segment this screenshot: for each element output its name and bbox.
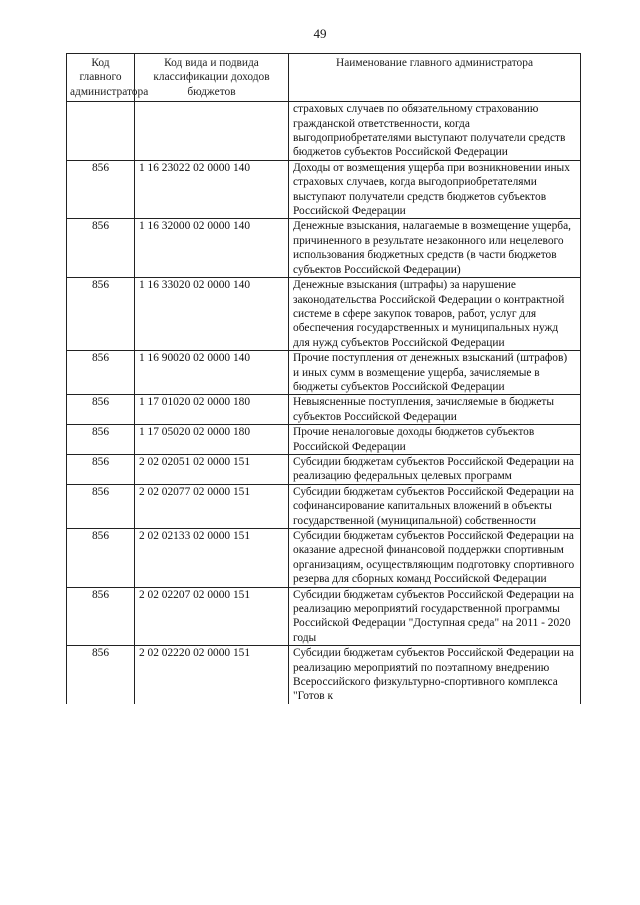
admin-name-cell: Субсидии бюджетам субъектов Российской Федерации на реализацию мероприятий государственной программы Российской Федерации "Доступная среда" на 2011 - 2020 годы	[289, 587, 581, 646]
income-code-cell: 1 16 90020 02 0000 140	[135, 351, 289, 395]
table-row	[67, 102, 581, 161]
income-code-cell: 1 16 32000 02 0000 140	[135, 219, 289, 278]
income-code-cell: 2 02 02207 02 0000 151	[135, 587, 289, 646]
income-code-cell: 2 02 02133 02 0000 151	[135, 529, 289, 588]
admin-name-cell: Денежные взыскания, налагаемые в возмещение ущерба, причиненного в результате незаконного или нецелевого использования бюджетных средств (в части бюджетов субъектов Российской Федерации)	[289, 219, 581, 278]
admin-code-cell: 856	[67, 160, 135, 219]
income-code-cell: 1 17 01020 02 0000 180	[135, 395, 289, 425]
admin-code-cell: 856	[67, 351, 135, 395]
admin-name-cell: Денежные взыскания (штрафы) за нарушение законодательства Российской Федерации о контрактной системе в сфере закупок товаров, работ, услуг для обеспечения государственных и муниципальных нужд для нужд субъектов Российской Федерации	[289, 278, 581, 351]
header-row	[67, 54, 581, 102]
table-row	[67, 351, 581, 395]
table-body	[67, 102, 581, 704]
income-code-cell: 2 02 02051 02 0000 151	[135, 454, 289, 484]
income-code-cell	[135, 102, 289, 161]
table-row	[67, 395, 581, 425]
admin-code-cell: 856	[67, 278, 135, 351]
admin-code-cell: 856	[67, 484, 135, 528]
admin-code-cell: 856	[67, 395, 135, 425]
table-row	[67, 529, 581, 588]
admin-name-cell: Доходы от возмещения ущерба при возникновении иных страховых случаев, когда выгодоприобретателями выступают получатели средств бюджетов субъектов Российской Федерации	[289, 160, 581, 219]
admin-name-cell: Субсидии бюджетам субъектов Российской Федерации на оказание адресной финансовой поддержки спортивным организациям, осуществляющим подготовку спортивного резерва для сборных команд Российской Федерации	[289, 529, 581, 588]
header-income-code: Код вида и подвида классификации доходов бюджетов	[135, 54, 289, 102]
admin-name-cell: Невыясненные поступления, зачисляемые в бюджеты субъектов Российской Федерации	[289, 395, 581, 425]
income-code-cell: 1 16 23022 02 0000 140	[135, 160, 289, 219]
table-row	[67, 484, 581, 528]
admin-code-cell: 856	[67, 219, 135, 278]
admin-name-cell: Прочие поступления от денежных взысканий (штрафов) и иных сумм в возмещение ущерба, зачисляемые в бюджеты субъектов Российской Федерации	[289, 351, 581, 395]
income-code-cell: 2 02 02077 02 0000 151	[135, 484, 289, 528]
table-row	[67, 587, 581, 646]
admin-name-cell: Субсидии бюджетам субъектов Российской Федерации на реализацию мероприятий по поэтапному внедрению Всероссийского физкультурно-спортивного комплекса "Готов к	[289, 646, 581, 704]
admin-name-cell: Субсидии бюджетам субъектов Российской Федерации на реализацию федеральных целевых программ	[289, 454, 581, 484]
header-admin-name: Наименование главного администратора	[289, 54, 581, 102]
income-code-cell: 2 02 02220 02 0000 151	[135, 646, 289, 704]
admin-code-cell: 856	[67, 587, 135, 646]
table-row	[67, 646, 581, 704]
admin-name-cell: Субсидии бюджетам субъектов Российской Федерации на софинансирование капитальных вложений в объекты государственной (муниципальной) собственности	[289, 484, 581, 528]
admin-code-cell: 856	[67, 529, 135, 588]
table-row	[67, 454, 581, 484]
page-number: 49	[313, 26, 327, 41]
table-row	[67, 278, 581, 351]
admin-code-cell: 856	[67, 425, 135, 455]
admin-code-cell	[67, 102, 135, 161]
admin-code-cell: 856	[67, 646, 135, 704]
table-row	[67, 425, 581, 455]
income-code-cell: 1 16 33020 02 0000 140	[135, 278, 289, 351]
page-bottom-margin	[0, 876, 640, 905]
revenue-administrators-table	[66, 53, 581, 704]
admin-name-cell: страховых случаев по обязательному страхованию гражданской ответственности, когда выгодоприобретателями выступают получатели средств бюджетов субъектов Российской Федерации	[289, 102, 581, 161]
admin-name-cell: Прочие неналоговые доходы бюджетов субъектов Российской Федерации	[289, 425, 581, 455]
table-row	[67, 160, 581, 219]
income-code-cell: 1 17 05020 02 0000 180	[135, 425, 289, 455]
table-row	[67, 219, 581, 278]
header-admin-code: Код главного администратора	[67, 54, 135, 102]
table-header	[67, 54, 581, 102]
admin-code-cell: 856	[67, 454, 135, 484]
